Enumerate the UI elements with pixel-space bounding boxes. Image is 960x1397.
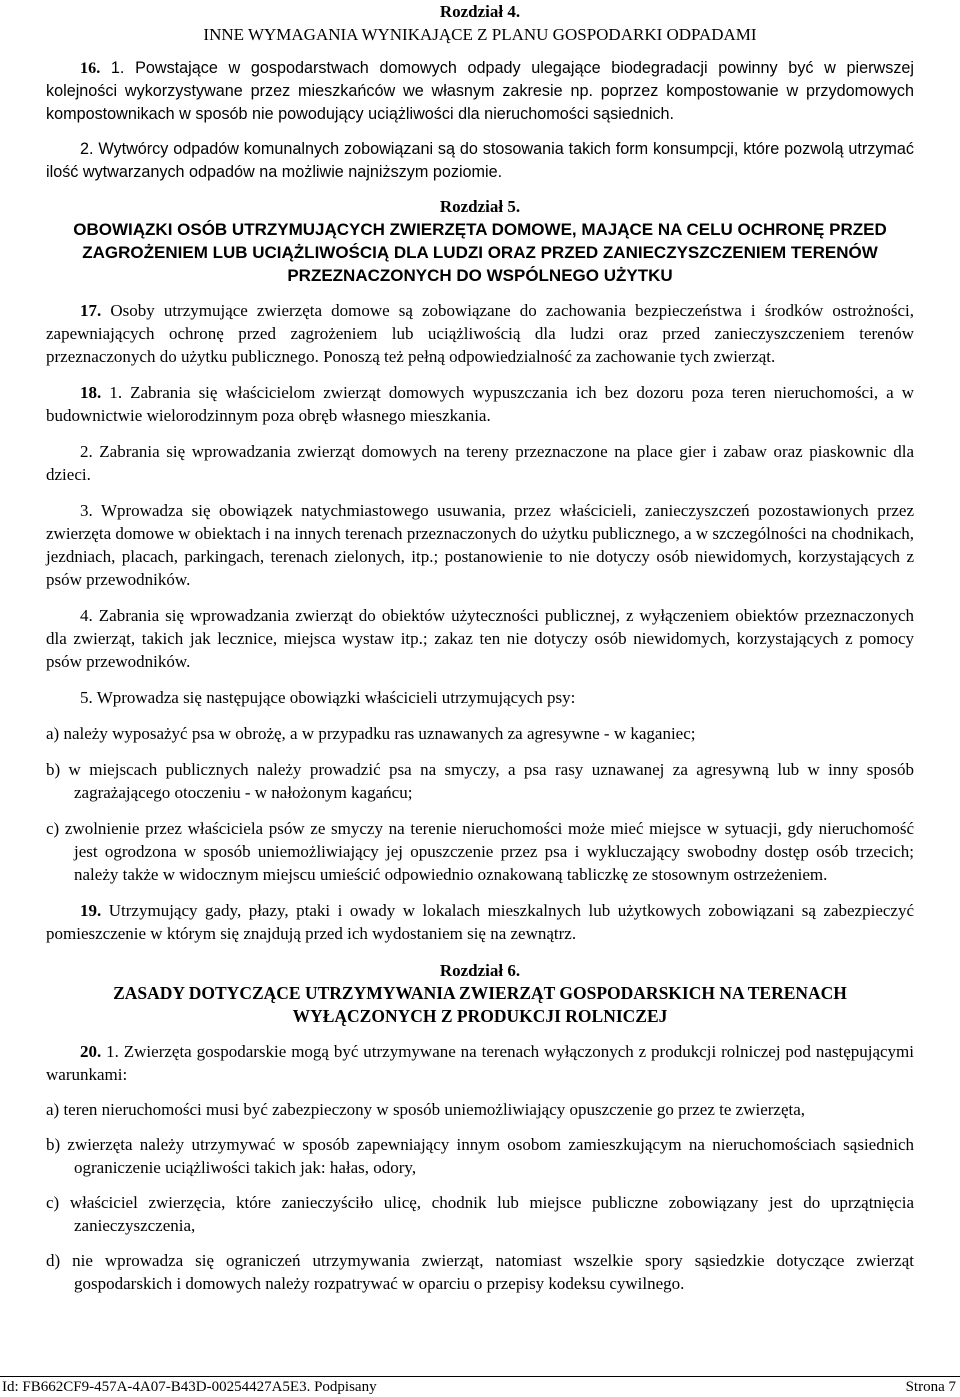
section-18-number: 18. <box>80 383 102 402</box>
section-16-paragraph-2: 2. Wytwórcy odpadów komunalnych zobowiązani są do stosowania takich form konsumpcji, które pozwolą utrzymać ilość wytwarzanych odpadów na możliwie najniższym poziomie. <box>46 140 914 181</box>
section-17-paragraph: 17. Osoby utrzymujące zwierzęta domowe są zobowiązane do zachowania bezpieczeństwa i środków ostrożności, zapewniających ochronę przed zagrożeniem lub uciążliwością dla ludzi oraz przed zanieczyszczeniem terenów przeznaczonych do użytku publicznego. Ponoszą też pełną odpowiedzialność za zachowanie tych zwierząt. <box>46 301 915 366</box>
section-17-number: 17. <box>80 301 102 320</box>
chapter-6-heading: Rozdział 6. <box>439 961 521 980</box>
section-16-number: 16. <box>80 59 101 77</box>
section-16-paragraph-1: 16. 1. Powstające w gospodarstwach domowych odpady ulegające biodegradacji powinny być w pierwszej kolejności wykorzystywane przez mieszkańców we własnym zakresie np. poprzez kompostowanie w przydomowych kompostownikach w sposób nie powodujący uciążliwości dla nieruchomości sąsiednich. <box>46 59 915 123</box>
section-20-item-d: d) nie wprowadza się ograniczeń utrzymywania zwierząt, natomiast wszelkie spory sąsiedzkie dotyczące zwierząt gospodarskich i domowych należy rozpatrywać w oparciu o przepisy kodeksu cywilnego. <box>46 1251 914 1293</box>
section-18-item-b: b) w miejscach publicznych należy prowadzić psa na smyczy, a psa rasy uznawanej za agresywną lub w inny sposób zagrażającego otoczeniu - w nałożonym kagańcu; <box>46 760 914 802</box>
chapter-4-title: INNE WYMAGANIA WYNIKAJĄCE Z PLANU GOSPODARKI ODPADAMI <box>203 25 757 44</box>
chapter-5-title: OBOWIĄZKI OSÓB UTRZYMUJĄCYCH ZWIERZĘTA DOMOWE, MAJĄCE NA CELU OCHRONĘ PRZED ZAGROŻENIEM LUB UCIĄŻLIWOŚCIĄ DLA LUDZI ORAZ PRZED ZANIECZYSZCZENIEM TERENÓW PRZEZNACZONYCH DO WSPÓLNEGO UŻYTKU <box>73 220 887 285</box>
section-19-number: 19. <box>80 901 102 920</box>
chapter-4-heading: Rozdział 4. <box>439 2 521 21</box>
chapter-6-title: ZASADY DOTYCZĄCE UTRZYMYWANIA ZWIERZĄT GOSPODARSKICH NA TERENACH WYŁĄCZONYCH Z PRODUKCJI ROLNICZEJ <box>113 983 847 1026</box>
document-page <box>46 0 914 1295</box>
page-number: Strona 7 <box>905 1379 956 1395</box>
section-18-item-a: a) należy wyposażyć psa w obrożę, a w przypadku ras uznawanych za agresywne - w kaganiec; <box>46 724 696 743</box>
chapter-5-heading: Rozdział 5. <box>439 197 521 216</box>
section-18-paragraph-2: 2. Zabrania się wprowadzania zwierząt domowych na tereny przeznaczone na place gier i zabaw oraz piaskownic dla dzieci. <box>46 442 914 484</box>
document-id: Id: FB662CF9-457A-4A07-B43D-00254427A5E3. Podpisany <box>2 1379 377 1395</box>
section-19-paragraph: 19. Utrzymujący gady, płazy, ptaki i owady w lokalach mieszkalnych lub użytkowych zobowiązani są zabezpieczyć pomieszczenie w którym się znajdują przed ich wydostaniem się na zewnątrz. <box>46 901 915 943</box>
section-18-paragraph-5: 5. Wprowadza się następujące obowiązki właścicieli utrzymujących psy: <box>80 688 576 707</box>
page-footer <box>0 1376 960 1397</box>
section-18-paragraph-4: 4. Zabrania się wprowadzania zwierząt do obiektów użyteczności publicznej, z wyłączeniem obiektów przeznaczonych dla zwierząt, takich jak lecznice, miejsca wystaw itp.; zakaz ten nie dotyczy osób niewidomych, korzystających z pomocy psów przewodników. <box>46 606 914 671</box>
section-20-item-a: a) teren nieruchomości musi być zabezpieczony w sposób uniemożliwiający opuszczenie go przez te zwierzęta, <box>46 1100 806 1119</box>
section-20-item-c: c) właściciel zwierzęcia, które zanieczyściło ulicę, chodnik lub miejsce publiczne zobowiązany jest do uprzątnięcia zanieczyszczenia, <box>46 1193 914 1235</box>
section-20-number: 20. <box>80 1042 102 1061</box>
section-20-paragraph-1: 20. 1. Zwierzęta gospodarskie mogą być utrzymywane na terenach wyłączonych z produkcji rolniczej pod następującymi warunkami: <box>46 1042 915 1084</box>
section-20-item-b: b) zwierzęta należy utrzymywać w sposób zapewniający innym osobom zamieszkującym na nieruchomościach sąsiednich ograniczenie uciążliwości takich jak: hałas, odory, <box>46 1135 914 1177</box>
section-18-paragraph-1: 18. 1. Zabrania się właścicielom zwierząt domowych wypuszczania ich bez dozoru poza teren nieruchomości, a w budownictwie wielorodzinnym poza obręb własnego mieszkania. <box>46 383 914 425</box>
section-18-paragraph-3: 3. Wprowadza się obowiązek natychmiastowego usuwania, przez właścicieli, zanieczyszczeń pozostawionych przez zwierzęta domowe w obiektach i na innych terenach przeznaczonych do użytku publicznego, a w szczególności na chodnikach, jezdniach, placach, parkingach, terenach zielonych, itp.; postanowienie to nie dotyczy osób niewidomych, korzystających z psów przewodników. <box>46 501 914 589</box>
section-18-item-c: c) zwolnienie przez właściciela psów ze smyczy na terenie nieruchomości może mieć miejsce w sytuacji, gdy nieruchomość jest ogrodzona w sposób uniemożliwiający jej opuszczenie przez psa i wykluczający swobodny dostęp osób trzecich; należy także w widocznym miejscu umieścić odpowiednio oznakowaną tabliczkę ze stosownym ostrzeżeniem. <box>46 819 914 884</box>
